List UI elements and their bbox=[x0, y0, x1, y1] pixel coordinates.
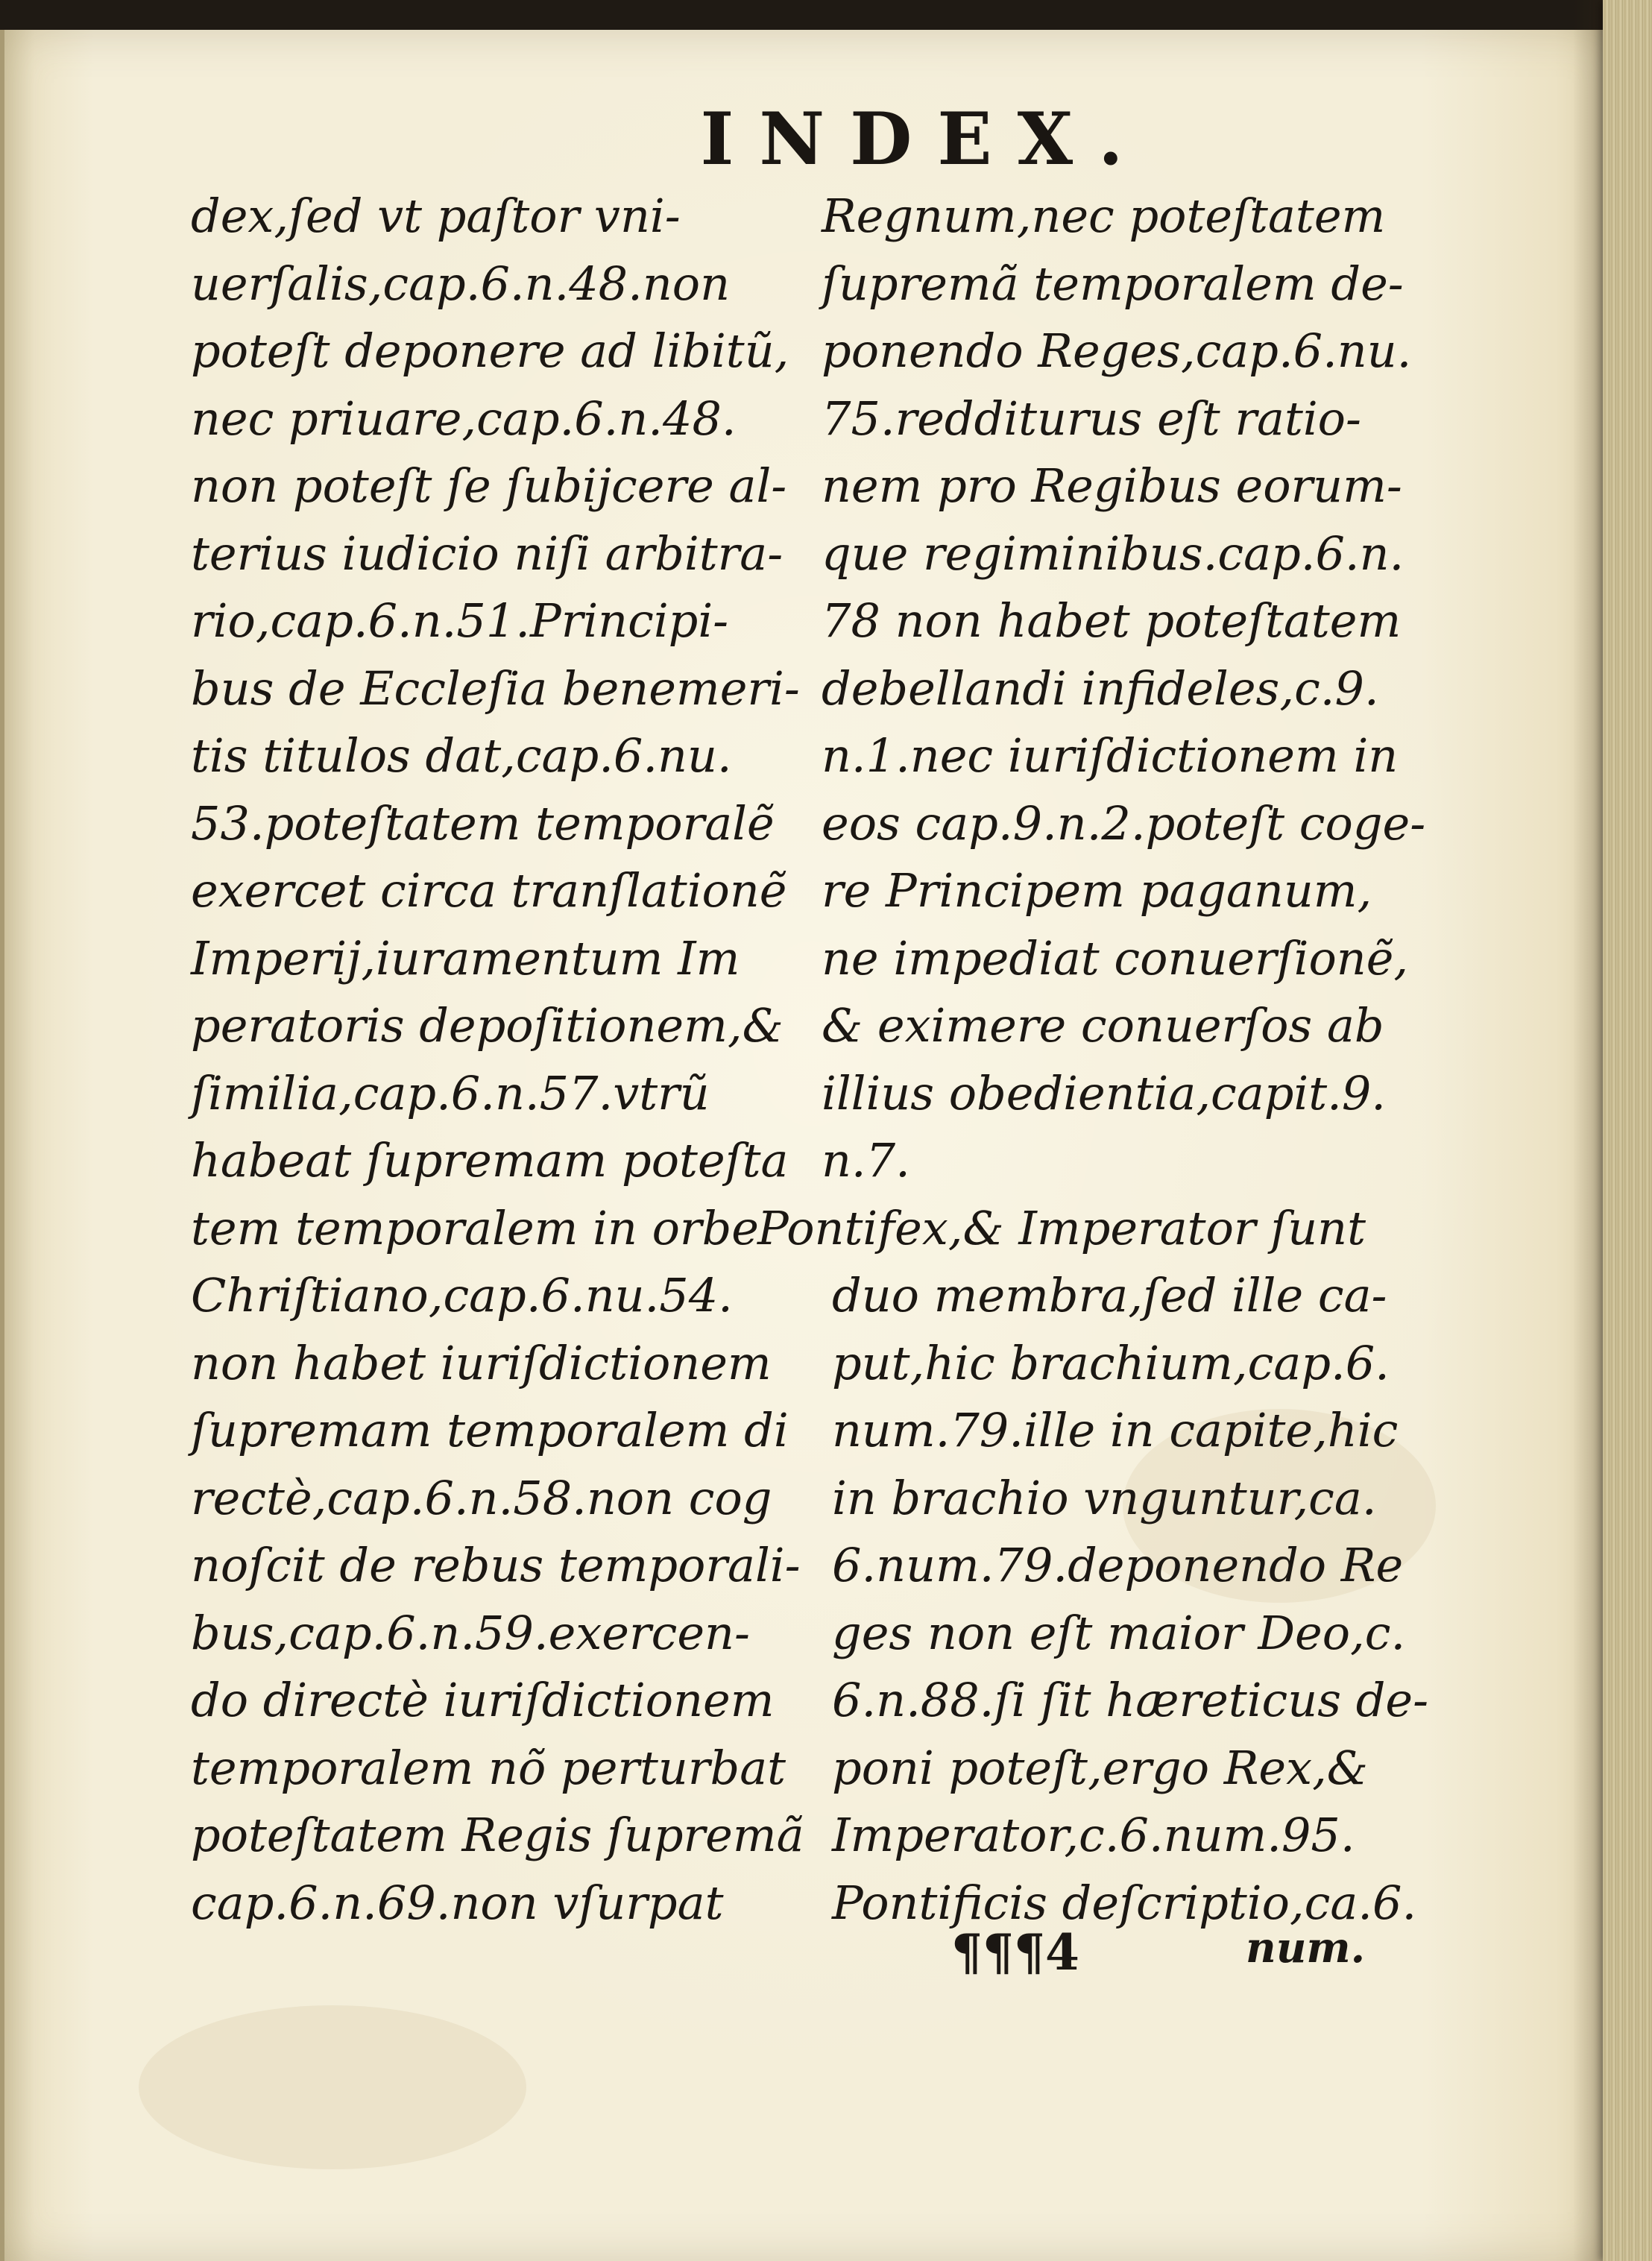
text-line: ponendo Reges,cap.6.nu. bbox=[822, 324, 1412, 378]
page-heading: INDEX. bbox=[700, 97, 1149, 181]
text-line: bus,cap.6.n.59.exercen- bbox=[191, 1605, 750, 1660]
right-column bbox=[757, 183, 1429, 1937]
text-line: que regiminibus.cap.6.n. bbox=[822, 526, 1404, 581]
text-line: 75.redditurus eſt ratio- bbox=[822, 391, 1361, 446]
text-line: poni poteſt,ergo Rex,& bbox=[832, 1740, 1368, 1795]
text-line: eos cap.9.n.2.poteſt coge- bbox=[822, 795, 1426, 851]
text-line: bus de Eccleſia benemeri- bbox=[191, 660, 800, 716]
text-line: tis titulos dat,cap.6.nu. bbox=[191, 728, 732, 783]
text-line: ges non eſt maior Deo,c. bbox=[832, 1605, 1406, 1660]
text-line: 78 non habet poteſtatem bbox=[822, 593, 1402, 648]
text-line: non habet iuriſdictionem bbox=[191, 1335, 772, 1390]
text-line: ſupremã temporalem de- bbox=[822, 256, 1404, 311]
text-line: rectè,cap.6.n.58.non cog bbox=[191, 1470, 772, 1525]
text-line: poteſt deponere ad libitũ, bbox=[191, 324, 789, 378]
text-line: ſimilia,cap.6.n.57.vtrũ bbox=[191, 1065, 710, 1120]
text-line: cap.6.n.69.non vſurpat bbox=[191, 1875, 724, 1930]
text-line: Regnum,nec poteſtatem bbox=[822, 189, 1386, 243]
text-line: 6.n.88.ſi ſit hæreticus de- bbox=[832, 1673, 1429, 1727]
text-line: dex,ſed vt paſtor vni- bbox=[191, 189, 681, 243]
text-line: n.7. bbox=[822, 1133, 910, 1188]
text-line: uerſalis,cap.6.n.48.non bbox=[191, 256, 731, 311]
text-line: habeat ſupremam poteſta bbox=[191, 1133, 789, 1188]
text-line: nem pro Regibus eorum- bbox=[822, 458, 1402, 513]
text-line: Imperator,c.6.num.95. bbox=[832, 1808, 1355, 1862]
text-line: rio,cap.6.n.51.Principi- bbox=[191, 593, 729, 648]
text-line: illius obedientia,capit.9. bbox=[822, 1065, 1387, 1120]
text-line: terius iudicio niſi arbitra- bbox=[191, 526, 784, 581]
text-line: 53.poteſtatem temporalẽ bbox=[191, 795, 775, 851]
paper-stain bbox=[139, 2005, 526, 2169]
text-line: peratoris depoſitionem,& bbox=[191, 998, 784, 1053]
text-line: non poteſt ſe ſubijcere al- bbox=[191, 458, 787, 513]
text-line: num.79.ille in capite,hic bbox=[832, 1403, 1399, 1457]
book-page bbox=[0, 30, 1621, 2261]
text-line: Imperij,iuramentum Im bbox=[191, 930, 740, 986]
text-line: ſupremam temporalem di bbox=[191, 1403, 789, 1457]
page-edges bbox=[1603, 0, 1652, 2261]
text-line: Chriſtiano,cap.6.nu.54. bbox=[191, 1268, 733, 1322]
text-line: temporalem nõ perturbat bbox=[191, 1740, 786, 1795]
text-line: 6.num.79.deponendo Re bbox=[832, 1538, 1404, 1592]
entry-heading-line: Pontifex,& Imperator ſunt bbox=[757, 1200, 1366, 1255]
text-line: in brachio vnguntur,ca. bbox=[832, 1470, 1377, 1525]
text-line: Pontificis deſcriptio,ca.6. bbox=[832, 1875, 1417, 1930]
catchword: num. bbox=[1246, 1923, 1366, 1973]
text-line: tem temporalem in orbe bbox=[191, 1200, 759, 1255]
text-line: poteſtatem Regis ſupremã bbox=[191, 1808, 804, 1862]
text-line: put,hic brachium,cap.6. bbox=[832, 1335, 1390, 1390]
left-column bbox=[191, 183, 804, 1937]
text-line: ne impediat conuerſionẽ, bbox=[822, 930, 1409, 986]
text-line: noſcit de rebus temporali- bbox=[191, 1538, 801, 1592]
text-line: re Principem paganum, bbox=[822, 863, 1372, 918]
text-line: n.1.nec iuriſdictionem in bbox=[822, 728, 1399, 783]
text-line: exercet circa tranſlationẽ bbox=[191, 863, 787, 918]
text-line: & eximere conuerſos ab bbox=[822, 998, 1384, 1053]
signature-mark: ¶¶¶4 bbox=[951, 1923, 1079, 1981]
text-line: do directè iuriſdictionem bbox=[191, 1673, 775, 1727]
text-line: debellandi infideles,c.9. bbox=[822, 660, 1379, 716]
text-line: nec priuare,cap.6.n.48. bbox=[191, 391, 737, 446]
text-line: duo membra,ſed ille ca- bbox=[832, 1268, 1387, 1322]
